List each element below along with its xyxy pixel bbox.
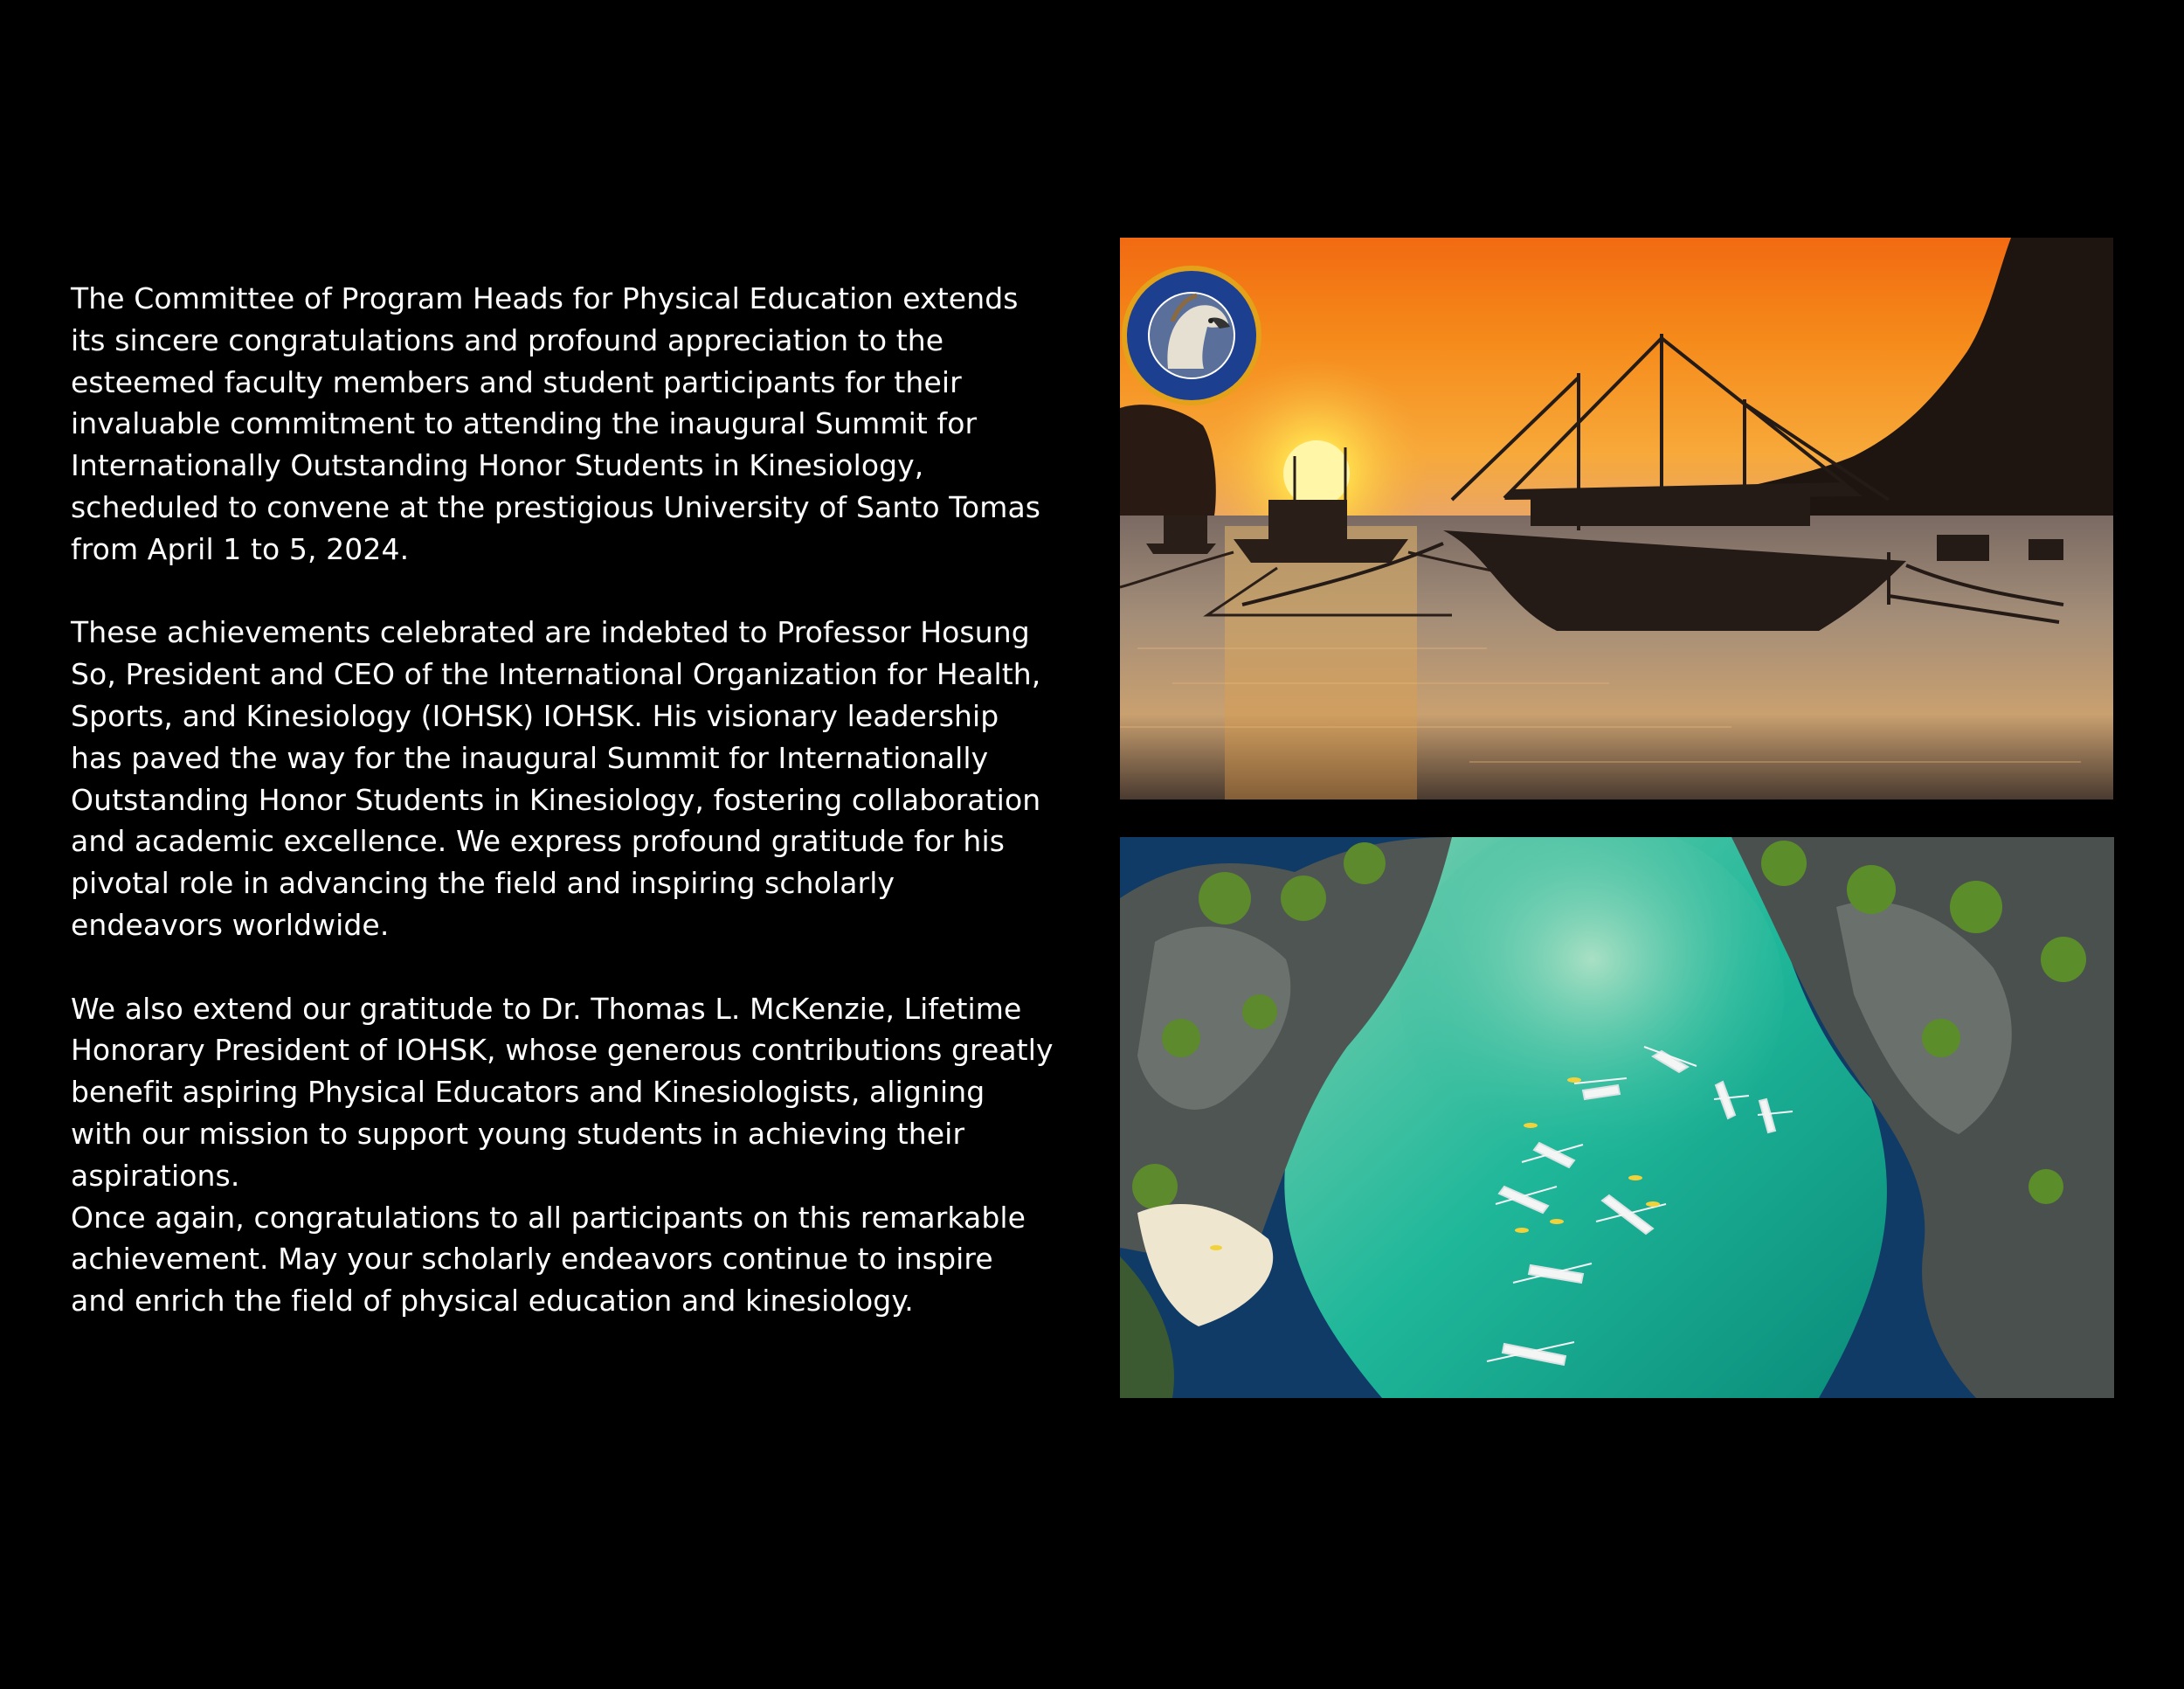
paragraph-acknowledgement-mckenzie: We also extend our gratitude to Dr. Thomas L. McKenzie, Lifetime Honorary President of IOHSK, whose generous contributions greatly benefit aspiring Physical Educators and Kinesiologists, aligning with our mission to support young students in achieving their aspirations.: [71, 991, 1054, 1193]
paragraph-acknowledgement-so: These achievements celebrated are indebted to Professor Hosung So, President and CEO of the International Organization for Health, Sports, and Kinesiology (IOHSK) IOHSK. His visionary leadership has paved the way for the inaugural Summit for Internationally Outstanding Honor Students in Kinesiology, fostering collaboration and academic excellence. We express profound gratitude for his pivotal role in advancing the field and inspiring scholarly endeavors worldwide.: [71, 615, 1041, 942]
paragraph-spacer: [71, 946, 1093, 988]
sunset-boats-photo: [1120, 238, 2113, 800]
lagoon-aerial-photo: [1120, 837, 2114, 1398]
body-text: [71, 278, 1093, 1322]
paragraph-closing: Once again, congratulations to all participants on this remarkable achievement. May your scholarly endeavors continue to inspire and enrich the field of physical education and kinesiology.: [71, 1200, 1026, 1319]
paragraph-intro: The Committee of Program Heads for Physical Education extends its sincere congratulations and profound appreciation to the esteemed faculty members and student participants for their invaluable commitment to attending the inaugural Summit for Internationally Outstanding Honor Students in Kinesiology, scheduled to convene at the prestigious University of Santo Tomas from April 1 to 5, 2024.: [71, 281, 1041, 566]
committee-logo: [1122, 266, 1261, 405]
paragraph-spacer: [71, 571, 1093, 613]
